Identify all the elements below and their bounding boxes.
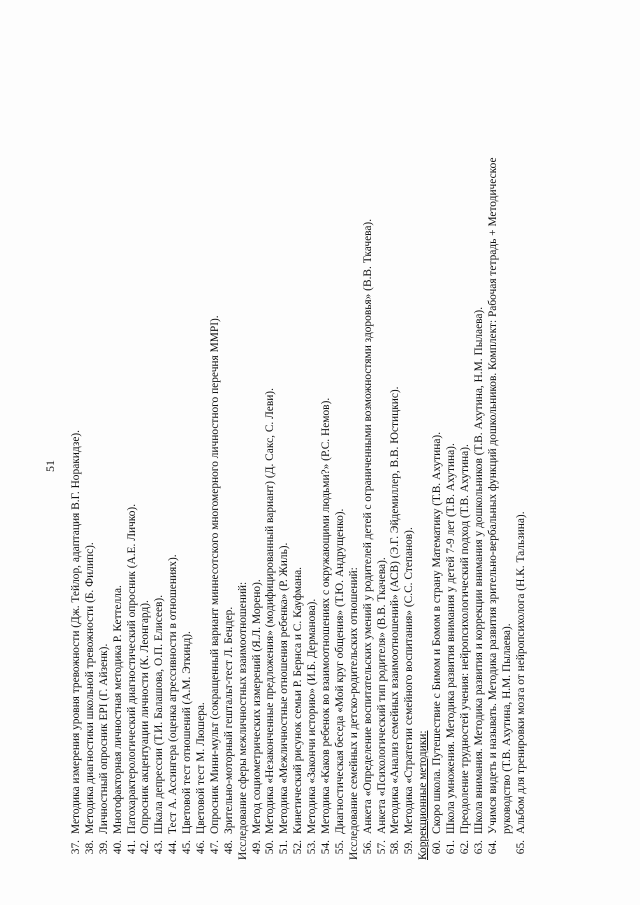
- item-text: Опросник Мини-мульт (сокращенный вариант миннесотского многомерного личностного перечня MMPI).: [208, 315, 221, 834]
- list-item: [112, 40, 126, 860]
- item-number: 53.: [306, 840, 319, 855]
- item-text: Методика «Межличностные отношения ребенка» (Р. Жиль).: [278, 542, 291, 834]
- list-item: [403, 40, 417, 860]
- list-item: [459, 40, 473, 860]
- list-item: [334, 40, 348, 860]
- item-text: Школа внимания. Методика развития и коррекции внимания у дошкольников (Т.В. Ахутина, Н.М. Пылаева).: [472, 306, 485, 834]
- list-item: [473, 40, 487, 860]
- rotated-content: [43, 40, 580, 860]
- item-number: 44.: [167, 840, 180, 855]
- list-item: [84, 40, 98, 860]
- item-text: Шкала депрессии (Т.И. Балашова, О.П. Елисеев).: [153, 594, 166, 834]
- heading-correction: Коррекционные методики:: [417, 730, 430, 860]
- item-text: Методика «Незаконченные предложения» (модифицированный вариант) (Д. Сакс, С. Леви).: [264, 388, 277, 834]
- item-number: 55.: [333, 840, 346, 855]
- list-item: [362, 40, 376, 860]
- item-number: 42.: [139, 840, 152, 855]
- list-item: [167, 40, 181, 860]
- list-item: [195, 40, 209, 860]
- list-item: [445, 40, 459, 860]
- item-text: Методика «Стратегии семейного воспитания» (С.С. Степанов).: [403, 527, 416, 834]
- item-number: 39.: [97, 840, 110, 855]
- item-text: Методика «Закончи историю» (И.Б. Дерманова).: [306, 598, 319, 834]
- item-text: Кинетический рисунок семьи Р. Бернса и С. Кауфмана.: [292, 566, 305, 834]
- item-number: 49.: [250, 840, 263, 855]
- item-number: 63.: [472, 840, 485, 855]
- item-number: 46.: [195, 840, 208, 855]
- personality-methods: [70, 40, 237, 860]
- item-text: Учимся видеть и называть. Методика развития зрительно-вербальных функций дошкольников. Комплект: Рабочая тетрадь + Методическое: [486, 157, 499, 834]
- item-number: 48.: [222, 840, 235, 855]
- list-item: [70, 40, 84, 860]
- methods-list: [70, 40, 528, 860]
- item-number: 60.: [431, 840, 444, 855]
- item-text: Тест А. Ассингера (оценка агрессивности в отношениях).: [167, 554, 180, 834]
- list-item: [487, 40, 501, 860]
- item-text: Скоро школа. Путешествие с Бимом и Бомом в страну Математику (Т.В. Ахутина).: [431, 431, 444, 834]
- item-text: Анкета «Определение воспитательских умений у родителей детей с ограниченными возможностями здоровья» (В.В. Ткачева).: [361, 218, 374, 834]
- item-text: Методика измерения уровня тревожности (Дж. Тейлор, адаптация В.Г. Норакидзе).: [70, 429, 82, 834]
- item-number: 62.: [458, 840, 471, 855]
- item-number: 40.: [111, 840, 124, 855]
- item-text: Опросник акцентуации личности (К. Леонгард).: [139, 600, 152, 834]
- list-item: [278, 40, 292, 860]
- item-number: 65.: [514, 840, 527, 855]
- list-item: [223, 40, 237, 860]
- item-number: 58.: [389, 840, 402, 855]
- list-item: [292, 40, 306, 860]
- item-text: Зрительно-моторный гештальт-тест Л. Бендер.: [222, 606, 235, 834]
- item-text: Диагностическая беседа «Мой круг общения» (Т.Ю. Андрущенко).: [333, 508, 346, 834]
- interpersonal-methods: [251, 40, 348, 860]
- list-item: [181, 40, 195, 860]
- item-number: 43.: [153, 840, 166, 855]
- item-text: Метод социометрических измерений (Я.Л. Морено).: [250, 579, 263, 834]
- item-number: 57.: [375, 840, 388, 855]
- item-number: 45.: [181, 840, 194, 855]
- item-text: Методика «Анализ семейных взаимоотношений» (АСВ) (Э.Г. Эйдемиллер, В.В. Юстицкис).: [389, 386, 402, 834]
- list-item: [431, 40, 445, 860]
- item-number: 50.: [264, 840, 277, 855]
- item-text: Личностный опросник EPI (Г. Айзенк).: [97, 643, 110, 834]
- list-item: [389, 40, 403, 860]
- item-text: Преодоление трудностей учения: нейропсихологический подход (Т.В. Ахутина).: [458, 444, 471, 834]
- item-number: 54.: [320, 840, 333, 855]
- item-text: Альбом для тренировки мозга от нейропсихолога (Н.К. Тальзина).: [514, 511, 527, 834]
- list-item: [251, 40, 265, 860]
- heading-interpersonal: Исследование сферы межличностных взаимоотношений:: [236, 581, 249, 860]
- item-number: 38.: [83, 840, 96, 855]
- item-text: Методика «Каков ребенок во взаимоотношениях с окружающими людьми?» (Р.С. Немов).: [320, 397, 333, 834]
- list-item: [376, 40, 390, 860]
- correction-methods: [431, 40, 500, 860]
- item-number: 61.: [445, 840, 458, 855]
- page-number: 51: [43, 460, 57, 472]
- item-text: Цветовой тест отношений (А.М. Эткинд).: [181, 631, 194, 834]
- item-text: Цветовой тест М. Люшера.: [195, 702, 208, 834]
- item-text: Многофакторная личностная методика Р. Кеттелла.: [111, 585, 124, 834]
- correction-methods-end: [515, 40, 529, 860]
- item-number: 47.: [208, 840, 221, 855]
- item-number: 59.: [403, 840, 416, 855]
- item-text: Анкета «Психологический тип родителя» (В.В. Ткачева).: [375, 557, 388, 834]
- item-text: Методика диагностики школьной тревожности (Б. Филипс).: [83, 542, 96, 834]
- item-number: 41.: [125, 840, 138, 855]
- list-item: [153, 40, 167, 860]
- item-number: 37.: [70, 840, 82, 855]
- family-methods: [362, 40, 418, 860]
- item-text: Школа умножения. Методика развития внимания у детей 7-9 лет (Т.В. Ахутина).: [445, 443, 458, 834]
- item-number: 52.: [292, 840, 305, 855]
- list-item: [306, 40, 320, 860]
- item-64-continuation: руководство (Т.В. Ахутина, Н.М. Пылаева).: [500, 623, 513, 834]
- list-item: [139, 40, 153, 860]
- item-number: 56.: [361, 840, 374, 855]
- list-item: [320, 40, 334, 860]
- list-item: [98, 40, 112, 860]
- item-number: 51.: [278, 840, 291, 855]
- item-number: 64.: [486, 840, 499, 855]
- list-item: [209, 40, 223, 860]
- list-item: [515, 40, 529, 860]
- list-item: [264, 40, 278, 860]
- item-text: Патохарактерологический диагностический опросник (А.Е. Личко).: [125, 503, 138, 834]
- heading-family: Исследование семейных и детско-родительских отношений:: [347, 567, 360, 860]
- list-item: [126, 40, 140, 860]
